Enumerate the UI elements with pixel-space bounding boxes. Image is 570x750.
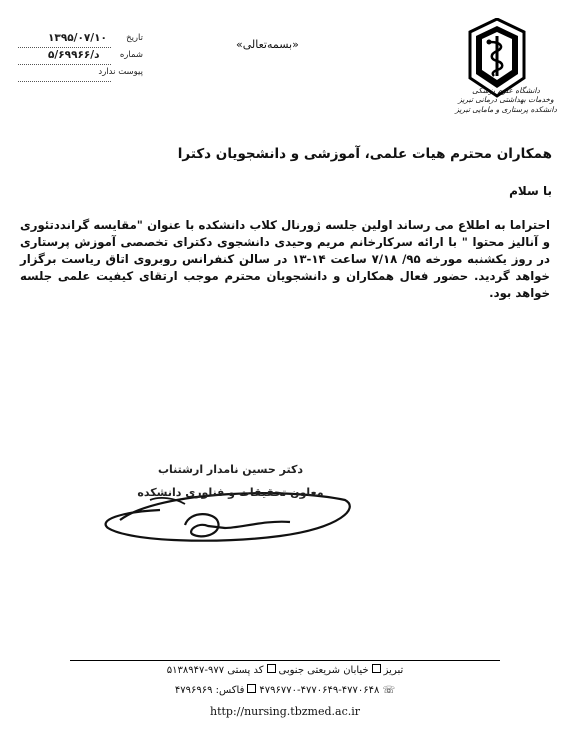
letter-meta (18, 34, 143, 85)
date-label: تاریخ (126, 33, 143, 43)
letter-recipient: همکاران محترم هیات علمی، آموزشی و دانشجویان دکترا (177, 146, 552, 162)
date-value: ۱۳۹۵/۰۷/۱۰ (48, 32, 107, 44)
bismillah-heading: «بسمه‌تعالی» (236, 38, 299, 51)
number-row (18, 51, 143, 68)
letter-greeting: با سلام (509, 184, 552, 198)
footer-website[interactable]: http://nursing.tbzmed.ac.ir (209, 705, 361, 718)
handwritten-signature (90, 470, 360, 560)
signatory-name: دکتر حسین نامدار ارشتناب (158, 463, 303, 476)
footer-address: تبریزخیابان شریعتی جنوبیکد پستی ۹۷۷-۵۱۳۸۹۴۷ (166, 665, 404, 676)
signatory-title: معاون تحقیقات و فناوری دانشکده (137, 486, 324, 499)
number-label: شماره (119, 50, 143, 60)
attachment-row (18, 68, 143, 85)
university-name: دانشگاه علوم پزشکی وخدمات بهداشتی درمانی تبریز دانشکده پرستاری و مامایی تبریز (455, 86, 557, 114)
number-value: ۵/د/۶۹۹۶۶ (48, 49, 100, 61)
phone-icon: ☏ (382, 685, 396, 696)
attachment-label: پیوست ندارد (98, 67, 143, 77)
letter-body: احتراما به اطلاع می رساند اولین جلسه ژورنال کلاب دانشکده با عنوان "مقایسه گرانددتئوری و آنالیز محتوا " با ارائه سرکارخانم مریم وحیدی دانشجوی دکترای تخصصی آموزش پرستاری در روز یکشنبه مورخه ۹۵/ ۷/۱۸ ساعت ۱۴-۱۳ در سالن کنفرانس روبروی اتاق ریاست برگزار خواهد گردید. حضور فعال همکاران و دانشجویان محترم موجب ارتقای کیفیت علمی جلسه خواهد بود. (20, 218, 550, 300)
footer-contact: ☏ ۴۷۹۶۷۷۰-۴۷۷۰۶۴۹-۴۷۷۰۶۴۸فاکس: ۴۷۹۶۹۶۹ (174, 685, 396, 696)
footer-divider (70, 660, 500, 661)
